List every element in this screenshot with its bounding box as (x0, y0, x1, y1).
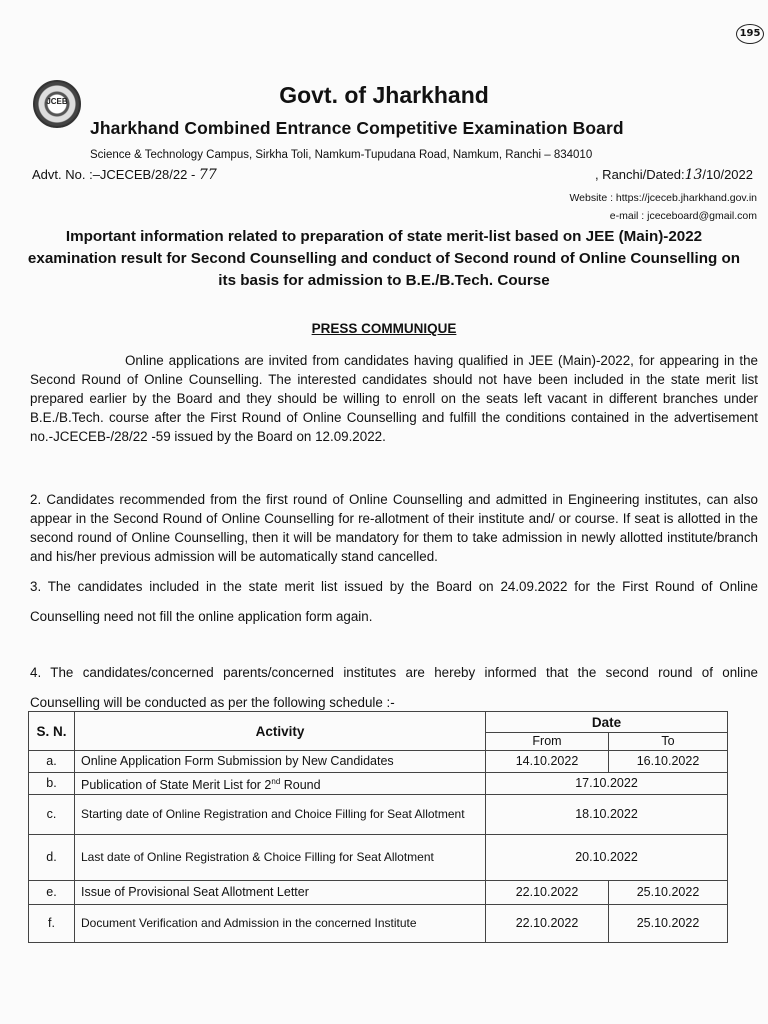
page-number-stamp: 195 (736, 24, 764, 44)
dated-rest: /10/2022 (702, 167, 753, 182)
row-activity (75, 773, 486, 795)
logo-text: JCEB (46, 97, 68, 106)
dated-handwritten-day: 13 (684, 167, 703, 183)
row-activity: Issue of Provisional Seat Allotment Letter (75, 881, 486, 905)
row-date: 18.10.2022 (486, 795, 728, 835)
row-activity: Starting date of Online Registration and Choice Filling for Seat Allotment (75, 795, 486, 835)
row-from: 22.10.2022 (486, 905, 609, 943)
schedule-table (28, 711, 728, 943)
paragraph-1: Online applications are invited from candidates having qualified in JEE (Main)-2022, for appearing in the Second Round of Online Counselling. The interested candidates should not have been included in the state merit list prepared earlier by the Board and they should be willing to enroll on the seats left vacant in different branches under B.E./B.Tech. course after the First Round of Online Counselling and fulfill the conditions contained in the advertisement no.-JCECEB-/28/22 -59 issued by the Board on 12.09.2022. (30, 353, 758, 444)
row-to: 25.10.2022 (609, 881, 728, 905)
row-activity: Document Verification and Admission in the concerned Institute (75, 905, 486, 943)
table-header-row (29, 712, 728, 733)
header-from: From (486, 733, 609, 751)
row-sn: e. (29, 881, 75, 905)
table-row (29, 751, 728, 773)
paragraph-2: 2. Candidates recommended from the first round of Online Counselling and admitted in Engineering institutes, can also appear in the Second Round of Online Counselling for re-allotment of their institute and/ or course. If seat is allotted in the second round of Online Counselling, then it will be mandatory for them to take admission in newly allotted institute/branch and his/her previous admission will be automatically stand cancelled. (30, 492, 758, 564)
row-sn: d. (29, 835, 75, 881)
table-row (29, 881, 728, 905)
row-date: 20.10.2022 (486, 835, 728, 881)
table-row (29, 835, 728, 881)
table-row (29, 795, 728, 835)
row-sn: f. (29, 905, 75, 943)
table-row (29, 905, 728, 943)
activity-text: Publication of State Merit List for 2 (81, 778, 272, 793)
row-date: 17.10.2022 (486, 773, 728, 795)
board-name: Jharkhand Combined Entrance Competitive Examination Board (90, 118, 624, 138)
row-to: 25.10.2022 (609, 905, 728, 943)
paragraph-4: 4. The candidates/concerned parents/concerned institutes are hereby informed that the second round of online Counselling will be conducted as per the following schedule :- (30, 665, 758, 710)
email: e-mail : jceceboard@gmail.com (609, 210, 757, 222)
table-row (29, 773, 728, 795)
row-sn: c. (29, 795, 75, 835)
header-sn: S. N. (29, 712, 75, 751)
advt-label: Advt. No. :–JCECEB/28/22 - (32, 167, 196, 182)
row-from: 14.10.2022 (486, 751, 609, 773)
advt-handwritten-number: 77 (198, 167, 217, 183)
row-sn: b. (29, 773, 75, 795)
row-sn: a. (29, 751, 75, 773)
press-communique-title: PRESS COMMUNIQUE (311, 321, 457, 336)
board-address: Science & Technology Campus, Sirkha Toli, Namkum-Tupudana Road, Namkum, Ranchi – 834010 (90, 149, 593, 161)
header-activity: Activity (75, 712, 486, 751)
header-to: To (609, 733, 728, 751)
paragraph-3: 3. The candidates included in the state merit list issued by the Board on 24.09.2022 for the First Round of Online Counselling need not fill the online application form again. (30, 579, 758, 624)
row-to: 16.10.2022 (609, 751, 728, 773)
issue-date (595, 167, 753, 183)
activity-superscript: nd (271, 777, 281, 786)
row-activity: Online Application Form Submission by New Candidates (75, 751, 486, 773)
activity-text-end: Round (280, 778, 321, 793)
header-date: Date (486, 712, 728, 733)
advertisement-number (32, 167, 217, 183)
notice-heading: Important information related to preparation of state merit-list based on JEE (Main)-2022 examination result for Second Counselling and conduct of Second round of Online Counselling on its basis for admission to B.E./B.Tech. Course (27, 228, 741, 289)
government-title: Govt. of Jharkhand (279, 82, 489, 108)
row-from: 22.10.2022 (486, 881, 609, 905)
dated-label: , Ranchi/Dated: (594, 167, 685, 182)
website: Website : https://jceceb.jharkhand.gov.in (569, 192, 757, 204)
row-activity: Last date of Online Registration & Choice Filling for Seat Allotment (75, 835, 486, 881)
